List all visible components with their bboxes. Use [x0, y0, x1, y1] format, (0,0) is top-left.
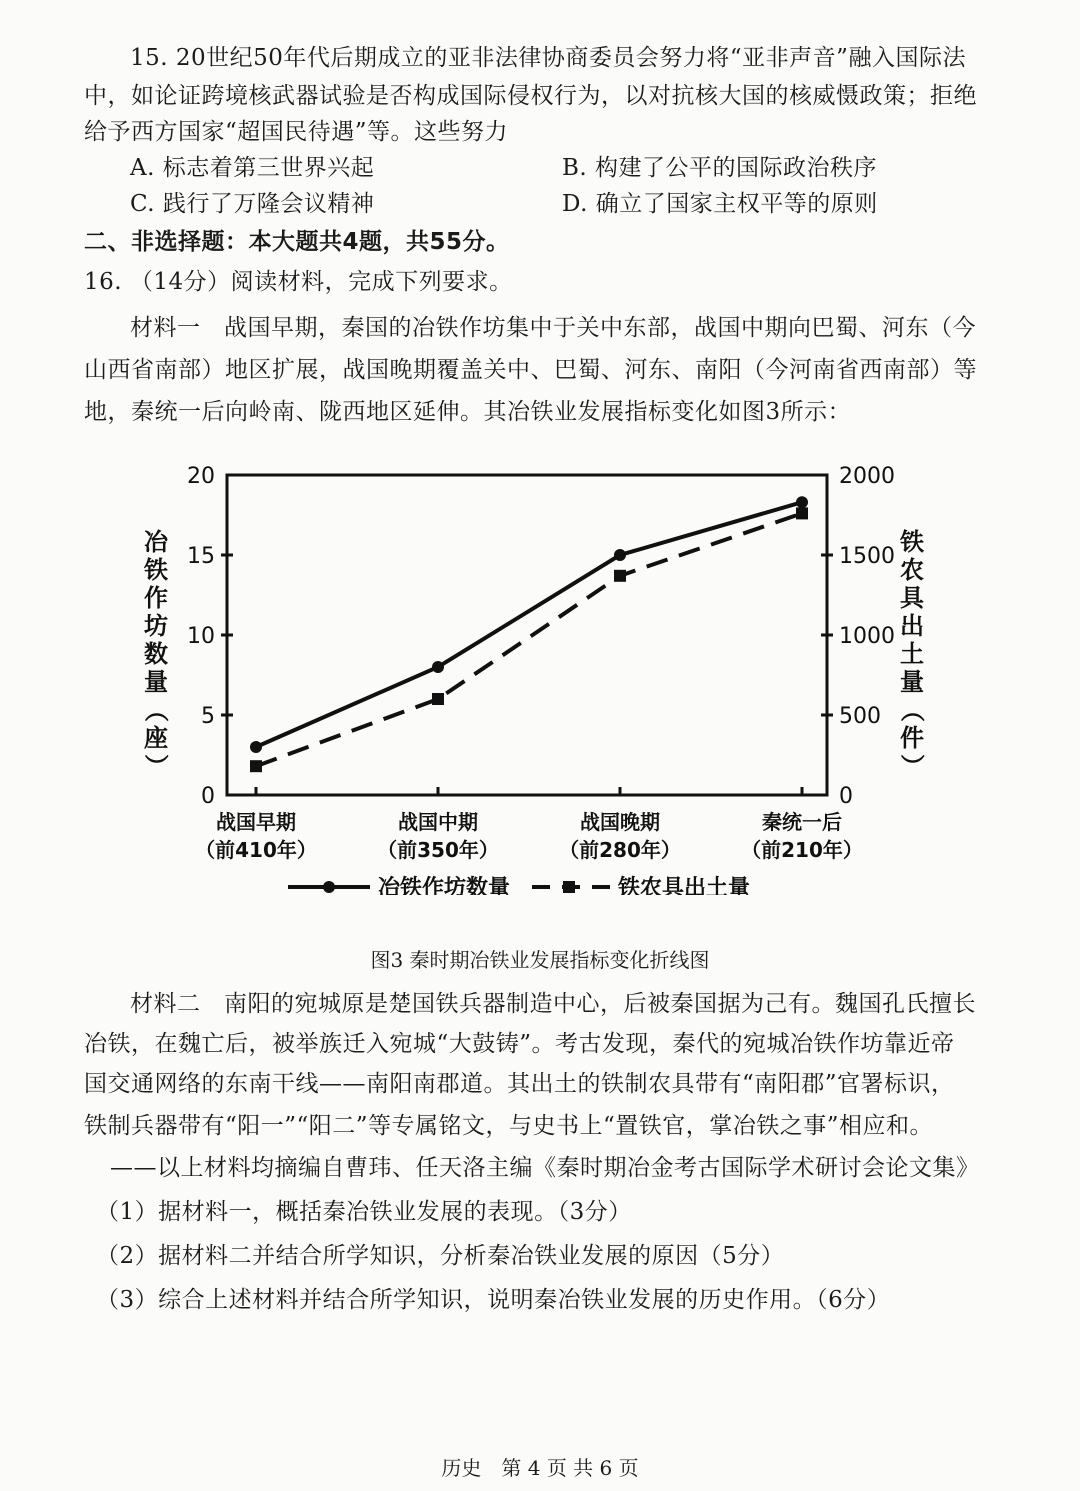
- x-tick-label: 战国晚期: [580, 810, 660, 834]
- legend-marker-circle: [323, 881, 335, 893]
- material2-line2: 冶铁，在魏亡后，被举族迁入宛城“大鼓铸”。考古发现，秦代的宛城冶铁作坊靠近帝: [84, 1031, 955, 1057]
- left-tick-label: 0: [201, 784, 215, 809]
- axis-title-char: 出: [900, 612, 924, 640]
- subquestion-2: （2）据材料二并结合所学知识，分析秦冶铁业发展的原因（5分）: [96, 1243, 785, 1269]
- x-tick-sublabel: （前210年）: [741, 838, 863, 862]
- legend-marker-square: [563, 881, 575, 893]
- data-point-square: [432, 693, 444, 705]
- material2-line3: 国交通网络的东南干线——南阳南郡道。其出土的铁制农具带有“南阳郡”官署标识，: [84, 1071, 955, 1097]
- axis-title-char: 量: [144, 668, 168, 696]
- axis-title-char: 作: [144, 584, 168, 612]
- figure-caption: 图3 秦时期冶铁业发展指标变化折线图: [370, 948, 710, 972]
- left-tick-label: 20: [187, 464, 215, 489]
- left-tick-label: 10: [187, 624, 215, 649]
- q16-intro: 16. （14分）阅读材料，完成下列要求。: [84, 269, 513, 295]
- x-tick-label: 秦统一后: [762, 810, 842, 834]
- line-chart: [130, 455, 930, 895]
- axis-title-char: （: [898, 698, 926, 722]
- chart-svg: [130, 455, 930, 895]
- axis-title-char: 坊: [144, 612, 168, 640]
- material1-line3: 地，秦统一后向岭南、陇西地区延伸。其冶铁业发展指标变化如图3所示：: [84, 399, 852, 425]
- q15-option-d: D. 确立了国家主权平等的原则: [562, 191, 878, 217]
- x-axis-labels: [195, 787, 863, 862]
- x-tick-label: 战国中期: [398, 810, 478, 834]
- x-tick-label: 战国早期: [216, 810, 296, 834]
- q15-option-b: B. 构建了公平的国际政治秩序: [562, 155, 878, 181]
- data-point-circle: [432, 661, 444, 673]
- section-header: 二、非选择题：本大题共4题，共55分。: [84, 229, 510, 255]
- data-point-square: [250, 760, 262, 772]
- series-line-square: [256, 513, 802, 766]
- left-axis-title: [142, 528, 170, 778]
- axis-title-char: 冶: [144, 528, 168, 556]
- legend-label: 冶铁作坊数量: [378, 876, 511, 895]
- axis-title-char: 件: [900, 724, 924, 752]
- axis-title-char: 具: [900, 584, 924, 612]
- subquestion-3: （3）综合上述材料并结合所学知识，说明秦冶铁业发展的历史作用。（6分）: [96, 1287, 891, 1313]
- axis-title-char: 农: [900, 556, 924, 584]
- axis-title-char: ）: [898, 754, 926, 778]
- left-tick-label: 5: [201, 704, 215, 729]
- legend-label: 铁农具出土量: [618, 876, 751, 895]
- series-group: [250, 496, 808, 772]
- axis-title-char: 座: [144, 724, 168, 752]
- left-tick-label: 15: [187, 544, 215, 569]
- material2-line1: 材料二 南阳的宛城原是楚国铁兵器制造中心，后被秦国据为己有。魏国孔氏擅长: [130, 991, 976, 1017]
- axis-title-char: 铁: [144, 556, 168, 584]
- data-point-circle: [614, 549, 626, 561]
- data-point-square: [796, 507, 808, 519]
- axis-title-char: 数: [144, 640, 168, 668]
- series-line-circle: [256, 502, 802, 747]
- chart-legend: [288, 875, 750, 895]
- material1-line1: 材料一 战国早期，秦国的冶铁作坊集中于关中东部，战国中期向巴蜀、河东（今: [130, 315, 976, 341]
- right-tick-label: 500: [839, 704, 881, 729]
- axis-title-char: （: [142, 698, 170, 722]
- x-tick-sublabel: （前350年）: [377, 838, 499, 862]
- x-tick-sublabel: （前280年）: [559, 838, 681, 862]
- q15-option-a: A. 标志着第三世界兴起: [130, 155, 375, 181]
- axis-title-char: 铁: [900, 528, 924, 556]
- right-tick-label: 0: [839, 784, 853, 809]
- q15-option-c: C. 践行了万隆会议精神: [130, 191, 375, 217]
- material1-line2: 山西省南部）地区扩展，战国晚期覆盖关中、巴蜀、河东、南阳（今河南省西南部）等: [84, 357, 977, 383]
- q15-stem-line1: 15. 20世纪50年代后期成立的亚非法律协商委员会努力将“亚非声音”融入国际法: [130, 45, 966, 71]
- x-tick-sublabel: （前410年）: [195, 838, 317, 862]
- axis-title-char: 量: [900, 668, 924, 696]
- right-tick-label: 1500: [839, 544, 895, 569]
- right-tick-label: 2000: [839, 464, 895, 489]
- data-point-circle: [250, 741, 262, 753]
- material-source: ——以上材料均摘编自曹玮、任天洛主编《秦时期冶金考古国际学术研讨会论文集》: [110, 1155, 980, 1181]
- data-point-square: [614, 570, 626, 582]
- q15-stem-line3: 给予西方国家“超国民待遇”等。这些努力: [84, 119, 509, 145]
- data-point-circle: [796, 496, 808, 508]
- page-footer: 历史 第 4 页 共 6 页: [441, 1456, 639, 1480]
- subquestion-1: （1）据材料一，概括秦冶铁业发展的表现。（3分）: [96, 1199, 632, 1225]
- right-axis-title: [898, 528, 926, 778]
- q15-stem-line2: 中，如论证跨境核武器试验是否构成国际侵权行为，以对抗核大国的核威慑政策；拒绝: [84, 83, 977, 109]
- right-tick-label: 1000: [839, 624, 895, 649]
- right-axis: [821, 464, 895, 809]
- axis-title-char: 土: [900, 640, 924, 668]
- axis-title-char: ）: [142, 754, 170, 778]
- material2-line4: 铁制兵器带有“阳一”“阳二”等专属铭文，与史书上“置铁官，掌冶铁之事”相应和。: [84, 1113, 934, 1139]
